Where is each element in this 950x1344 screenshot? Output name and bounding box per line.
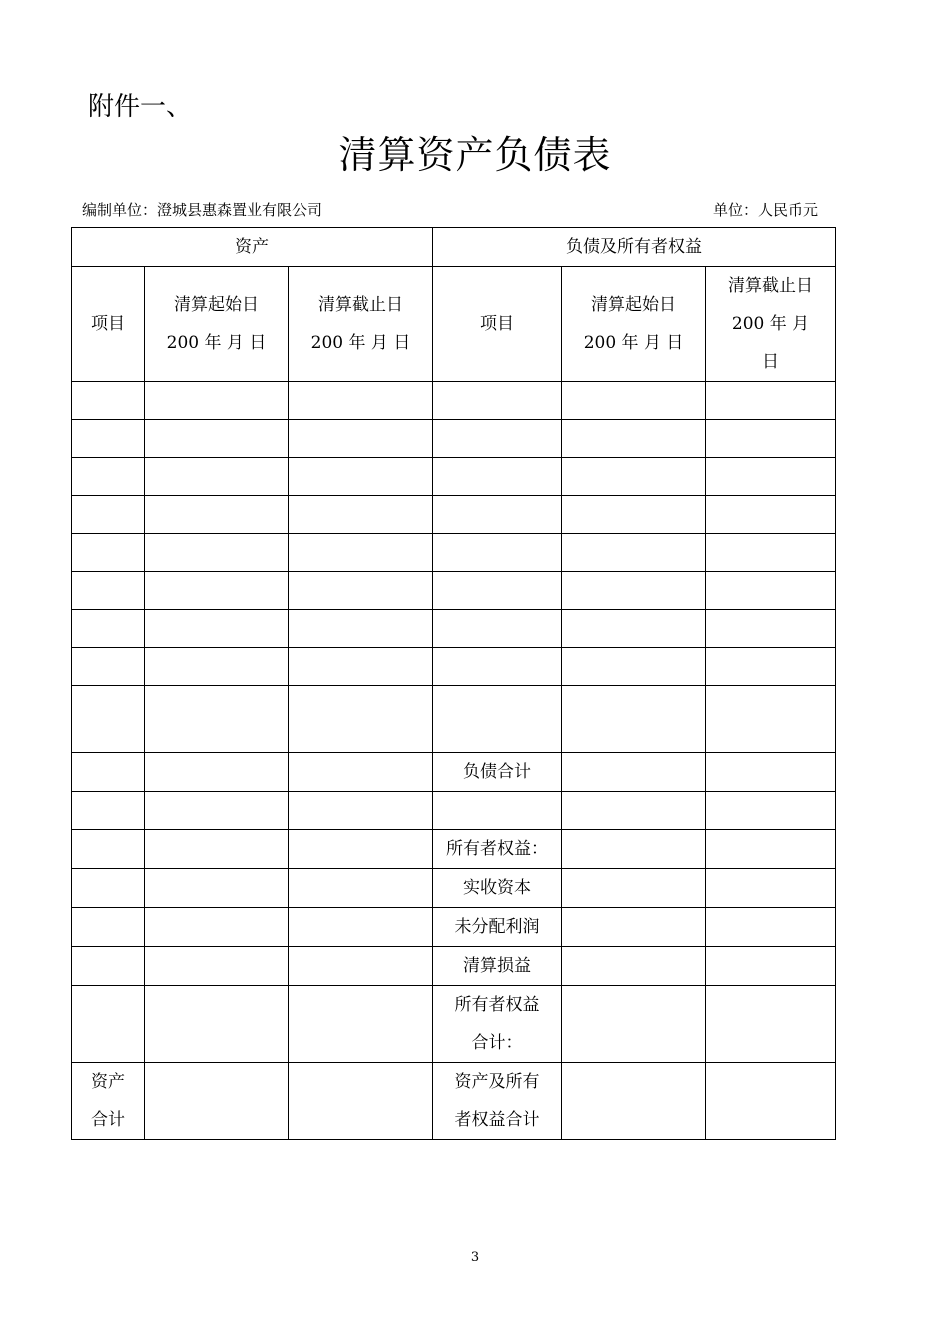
table-row — [72, 908, 836, 947]
table-row — [72, 572, 836, 610]
table-cell — [562, 792, 706, 830]
table-row — [72, 830, 836, 869]
table-row — [72, 792, 836, 830]
table-cell — [72, 610, 145, 648]
table-cell — [706, 458, 836, 496]
table-cell — [706, 1063, 836, 1140]
table-cell — [562, 986, 706, 1063]
table-cell — [145, 382, 289, 420]
table-cell — [706, 382, 836, 420]
table-cell — [72, 753, 145, 792]
table-cell — [289, 753, 433, 792]
table-row — [72, 986, 836, 1063]
table-cell — [289, 908, 433, 947]
table-cell — [289, 792, 433, 830]
table-cell — [562, 496, 706, 534]
table-cell — [289, 534, 433, 572]
liquidation-pl-label: 清算损益 — [433, 947, 562, 986]
header-label: 清算截止日 — [728, 276, 814, 296]
header-label: 清算起始日 — [591, 295, 677, 315]
table-row — [72, 869, 836, 908]
table-cell — [289, 986, 433, 1063]
table-cell — [72, 686, 145, 753]
currency-unit: 单位：人民币元 — [712, 201, 818, 219]
table-cell — [706, 420, 836, 458]
table-cell — [289, 420, 433, 458]
liabilities-total-label: 负债合计 — [433, 753, 562, 792]
table-cell — [562, 947, 706, 986]
table-cell — [145, 686, 289, 753]
table-cell — [289, 1063, 433, 1140]
table-cell — [562, 753, 706, 792]
compiler-unit: 编制单位：澄城县惠森置业有限公司 — [82, 201, 323, 219]
table-row — [72, 382, 836, 420]
table-cell — [706, 947, 836, 986]
assets-group-header: 资产 — [72, 228, 433, 267]
table-cell — [706, 610, 836, 648]
table-cell — [562, 830, 706, 869]
table-cell — [706, 534, 836, 572]
table-cell — [433, 496, 562, 534]
grand-total-label — [433, 1063, 562, 1140]
table-cell — [562, 1063, 706, 1140]
label-line: 合计： — [471, 1033, 523, 1053]
table-cell — [145, 534, 289, 572]
date-placeholder: 200 年 月 日 — [583, 333, 684, 353]
page-number: 3 — [470, 1250, 480, 1265]
table-cell — [433, 686, 562, 753]
table-cell — [289, 648, 433, 686]
table-cell — [562, 420, 706, 458]
table-cell — [562, 458, 706, 496]
table-cell — [289, 382, 433, 420]
table-cell — [289, 496, 433, 534]
liabilities-item-header: 项目 — [433, 267, 562, 382]
table-cell — [145, 986, 289, 1063]
date-placeholder: 200 年 月 日 — [166, 333, 267, 353]
table-row — [72, 534, 836, 572]
table-cell — [72, 496, 145, 534]
table-cell — [145, 908, 289, 947]
equity-total-label — [433, 986, 562, 1063]
liabilities-group-header: 负债及所有者权益 — [433, 228, 836, 267]
table-cell — [72, 830, 145, 869]
table-cell — [562, 648, 706, 686]
paid-in-capital-label: 实收资本 — [433, 869, 562, 908]
assets-total-label — [72, 1063, 145, 1140]
table-cell — [72, 986, 145, 1063]
assets-end-date-header — [289, 267, 433, 382]
table-row — [72, 458, 836, 496]
table-cell — [433, 420, 562, 458]
table-cell — [706, 686, 836, 753]
label-line: 者权益合计 — [454, 1110, 540, 1130]
table-cell — [289, 686, 433, 753]
header-label: 清算截止日 — [318, 295, 404, 315]
table-cell — [562, 572, 706, 610]
date-placeholder: 日 — [762, 352, 780, 372]
table-row — [72, 648, 836, 686]
table-cell — [145, 1063, 289, 1140]
table-cell — [433, 458, 562, 496]
table-cell — [706, 986, 836, 1063]
table-cell — [562, 869, 706, 908]
table-cell — [72, 420, 145, 458]
table-cell — [706, 572, 836, 610]
label-line: 合计 — [91, 1110, 125, 1130]
table-cell — [145, 830, 289, 869]
header-label: 清算起始日 — [174, 295, 259, 315]
table-cell — [72, 947, 145, 986]
table-cell — [145, 458, 289, 496]
table-cell — [706, 648, 836, 686]
table-cell — [706, 753, 836, 792]
table-cell — [433, 648, 562, 686]
table-cell — [145, 947, 289, 986]
table-cell — [562, 908, 706, 947]
date-placeholder: 200 年 月 日 — [310, 333, 411, 353]
label-line: 所有者权益 — [454, 995, 540, 1015]
balance-sheet-table — [71, 227, 836, 1140]
table-cell — [433, 382, 562, 420]
table-row — [72, 420, 836, 458]
table-cell — [706, 908, 836, 947]
table-row — [72, 1063, 836, 1140]
table-row — [72, 496, 836, 534]
table-cell — [289, 572, 433, 610]
table-cell — [72, 572, 145, 610]
table-cell — [433, 572, 562, 610]
table-cell — [72, 908, 145, 947]
assets-item-header: 项目 — [72, 267, 145, 382]
table-cell — [562, 610, 706, 648]
table-cell — [433, 534, 562, 572]
table-cell — [706, 869, 836, 908]
table-cell — [145, 610, 289, 648]
attachment-label: 附件一、 — [88, 92, 193, 122]
table-cell — [562, 382, 706, 420]
undistributed-profit-label: 未分配利润 — [433, 908, 562, 947]
page-title: 清算资产负债表 — [338, 133, 612, 177]
table-cell — [72, 534, 145, 572]
table-cell — [706, 496, 836, 534]
date-placeholder: 200 年 月 — [731, 314, 810, 334]
liabilities-start-date-header — [562, 267, 706, 382]
table-cell — [562, 686, 706, 753]
table-cell — [289, 830, 433, 869]
table-cell — [72, 792, 145, 830]
table-cell — [72, 382, 145, 420]
table-cell — [145, 792, 289, 830]
table-cell — [433, 610, 562, 648]
table-cell — [706, 830, 836, 869]
table-row — [72, 610, 836, 648]
label-line: 资产及所有 — [454, 1072, 540, 1092]
table-cell — [145, 869, 289, 908]
table-cell — [145, 420, 289, 458]
table-row — [72, 686, 836, 753]
table-cell — [433, 792, 562, 830]
table-cell — [706, 792, 836, 830]
assets-start-date-header — [145, 267, 289, 382]
column-header-row — [72, 267, 836, 382]
table-cell — [562, 534, 706, 572]
table-cell — [72, 869, 145, 908]
table-cell — [145, 572, 289, 610]
table-cell — [145, 496, 289, 534]
owners-equity-label: 所有者权益： — [433, 830, 562, 869]
table-row — [72, 947, 836, 986]
table-cell — [289, 458, 433, 496]
label-line: 资产 — [91, 1072, 125, 1092]
table-cell — [145, 648, 289, 686]
table-cell — [289, 610, 433, 648]
table-cell — [289, 869, 433, 908]
table-row — [72, 753, 836, 792]
table-cell — [145, 753, 289, 792]
table-cell — [289, 947, 433, 986]
table-cell — [72, 458, 145, 496]
liabilities-end-date-header — [706, 267, 836, 382]
table-cell — [72, 648, 145, 686]
group-header-row — [72, 228, 836, 267]
